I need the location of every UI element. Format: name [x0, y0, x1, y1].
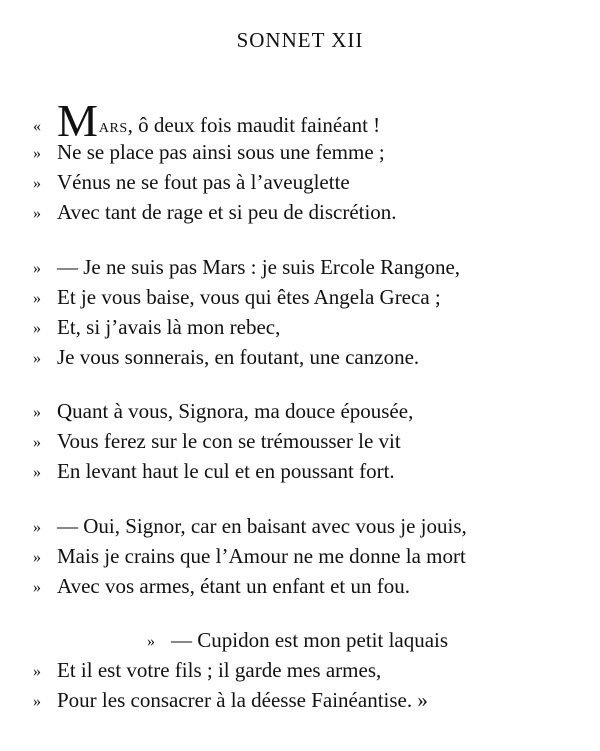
quote-mark: »: [33, 693, 41, 710]
verse-text: Mais je crains que l’Amour ne me donne la mort: [57, 544, 466, 568]
small-caps-text: ARS: [98, 121, 128, 136]
verse-text: , ô deux fois maudit fainéant !: [127, 113, 381, 137]
verse-text: — Oui, Signor, car en baisant avec vous je jouis,: [57, 514, 467, 538]
quote-mark: »: [33, 579, 41, 596]
verse-text: Vous ferez sur le con se trémousser le vit: [57, 429, 401, 453]
quote-mark: »: [33, 320, 41, 337]
stanza1-line4: [33, 199, 397, 227]
quote-mark: »: [33, 350, 41, 367]
stanza4-line1: [33, 513, 467, 541]
quote-mark: »: [33, 260, 41, 277]
quote-mark: »: [33, 290, 41, 307]
verse-text: En levant haut le cul et en poussant fort.: [57, 459, 395, 483]
verse-text: — Cupidon est mon petit laquais: [171, 628, 449, 652]
sonnet-title: SONNET XII: [236, 28, 364, 52]
verse-text: Et, si j’avais là mon rebec,: [57, 315, 281, 339]
stanza2-line2: [33, 284, 441, 312]
verse-text: Je vous sonnerais, en foutant, une canzone.: [57, 345, 420, 369]
quote-mark: »: [147, 633, 155, 650]
stanza3-line1: [33, 398, 413, 426]
stanza2-line3: [33, 314, 280, 342]
quote-mark: »: [33, 145, 41, 162]
quote-mark: »: [33, 549, 41, 566]
drop-cap-letter: M: [57, 95, 98, 146]
quote-mark: »: [33, 205, 41, 222]
stanza5-line1: [147, 627, 448, 655]
stanza5-line3: [33, 687, 428, 715]
quote-mark: »: [33, 434, 41, 451]
stanza2-line4: [33, 344, 419, 372]
verse-text: Ne se place pas ainsi sous une femme ;: [57, 140, 385, 164]
opening-quote-mark: «: [33, 118, 41, 135]
verse-text: Avec vos armes, étant un enfant et un fou.: [57, 574, 410, 598]
stanza1-line2: [33, 139, 385, 167]
verse-text: Quant à vous, Signora, ma douce épousée,: [57, 399, 414, 423]
quote-mark: »: [33, 519, 41, 536]
stanza4-line3: [33, 573, 410, 601]
quote-mark: »: [33, 175, 41, 192]
verse-text: Avec tant de rage et si peu de discrétion.: [57, 200, 397, 224]
stanza4-line2: [33, 543, 466, 571]
verse-text: Et je vous baise, vous qui êtes Angela Greca ;: [57, 285, 441, 309]
quote-mark: »: [33, 404, 41, 421]
stanza2-line1: [33, 254, 460, 282]
stanza3-line2: [33, 428, 401, 456]
verse-text: — Je ne suis pas Mars : je suis Ercole Rangone,: [57, 255, 461, 279]
verse-text: Vénus ne se fout pas à l’aveuglette: [57, 170, 350, 194]
quote-mark: »: [33, 663, 41, 680]
verse-text: Pour les consacrer à la déesse Fainéantise. »: [57, 688, 428, 712]
verse-text: Et il est votre fils ; il garde mes armes,: [57, 658, 382, 682]
stanza1-line3: [33, 169, 350, 197]
stanza3-line3: [33, 458, 395, 486]
stanza1-line1: [33, 95, 381, 146]
stanza5-line2: [33, 657, 381, 685]
quote-mark: »: [33, 464, 41, 481]
